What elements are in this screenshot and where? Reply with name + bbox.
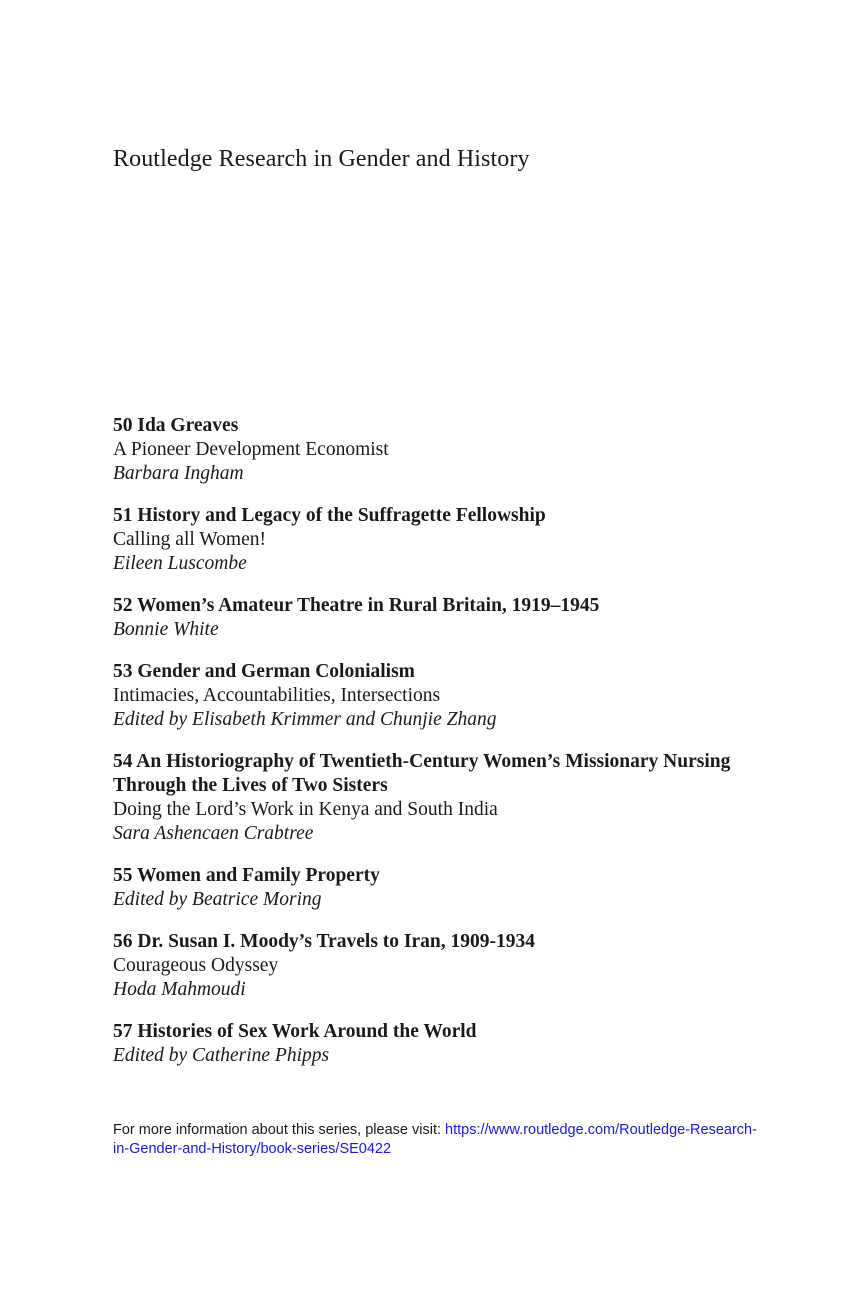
book-author: Hoda Mahmoudi <box>113 979 246 1000</box>
book-heading: 54 An Historiography of Twentieth-Century Women’s Missionary Nursing Through the Lives of Two Sisters <box>113 751 731 796</box>
book-entry <box>113 660 753 732</box>
book-entry <box>113 864 753 912</box>
book-author: Edited by Beatrice Moring <box>113 889 322 910</box>
series-title: Routledge Research in Gender and History <box>113 146 530 172</box>
book-list <box>113 414 753 1086</box>
book-entry <box>113 414 753 486</box>
book-author: Eileen Luscombe <box>113 553 247 574</box>
book-subtitle: Doing the Lord’s Work in Kenya and South India <box>113 799 498 820</box>
book-subtitle: Calling all Women! <box>113 529 266 550</box>
book-entry <box>113 594 753 642</box>
book-subtitle: Courageous Odyssey <box>113 955 279 976</box>
book-author: Edited by Catherine Phipps <box>113 1045 330 1066</box>
series-info-text: For more information about this series, please visit: <box>113 1122 446 1138</box>
book-heading: 51 History and Legacy of the Suffragette Fellowship <box>113 505 546 526</box>
book-heading: 50 Ida Greaves <box>113 415 239 436</box>
book-subtitle: Intimacies, Accountabilities, Intersections <box>113 685 441 706</box>
book-heading: 56 Dr. Susan I. Moody’s Travels to Iran, 1909-1934 <box>113 931 535 952</box>
book-heading: 52 Women’s Amateur Theatre in Rural Britain, 1919–1945 <box>113 595 600 616</box>
series-info-note <box>113 1121 758 1159</box>
book-author: Barbara Ingham <box>113 463 244 484</box>
book-heading: 55 Women and Family Property <box>113 865 380 886</box>
series-url-link[interactable]: https://www.routledge.com/Routledge-Research-in-Gender-and-History/book-series/SE0422 <box>113 1122 757 1157</box>
book-author: Sara Ashencaen Crabtree <box>113 823 314 844</box>
book-entry <box>113 750 753 846</box>
book-entry <box>113 504 753 576</box>
book-heading: 57 Histories of Sex Work Around the World <box>113 1021 477 1042</box>
book-subtitle: A Pioneer Development Economist <box>113 439 389 460</box>
book-author: Bonnie White <box>113 619 219 640</box>
book-heading: 53 Gender and German Colonialism <box>113 661 415 682</box>
book-entry <box>113 930 753 1002</box>
book-author: Edited by Elisabeth Krimmer and Chunjie Zhang <box>113 709 497 730</box>
book-entry <box>113 1020 753 1068</box>
